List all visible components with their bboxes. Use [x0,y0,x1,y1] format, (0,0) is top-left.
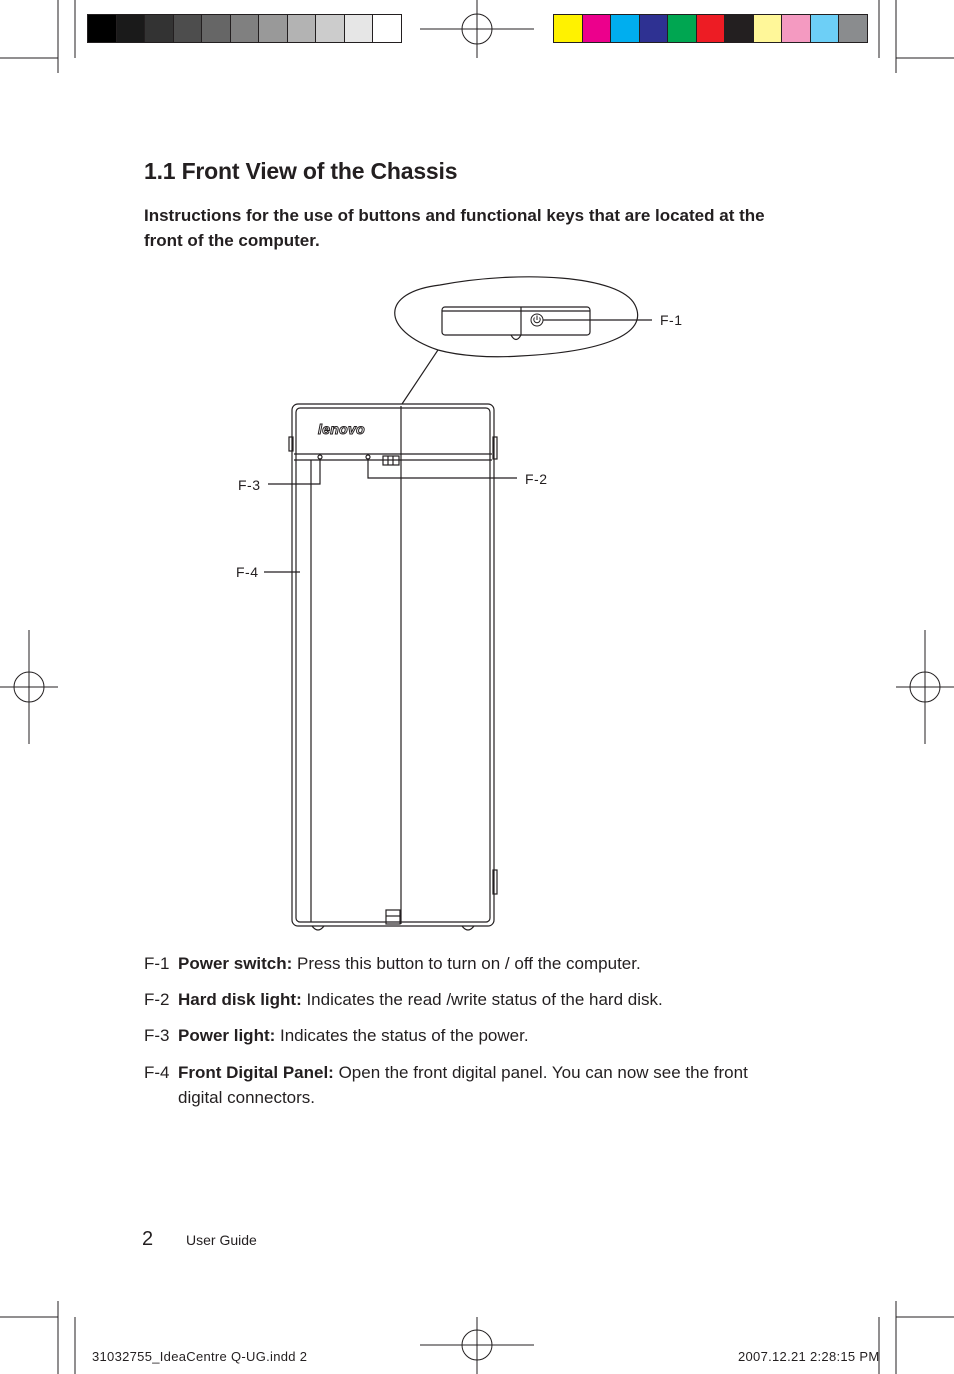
description-code: F-2 [144,990,170,1009]
slug-timestamp: 2007.12.21 2:28:15 PM [738,1349,880,1364]
description-f2 [144,987,784,1012]
description-label: Power switch: [178,954,293,973]
zoom-bubble [395,277,638,404]
description-text: Press this button to turn on / off the computer. [292,954,641,973]
description-code: F-4 [144,1063,170,1082]
callout-f2: F-2 [525,471,548,487]
slug-filename: 31032755_IdeaCentre Q-UG.indd 2 [92,1349,308,1364]
description-label: Front Digital Panel: [178,1063,334,1082]
description-text: Indicates the read /write status of the hard disk. [301,990,663,1009]
description-f1 [144,951,784,976]
description-text: Open the front digital panel. You can now see the front [333,1063,748,1082]
tower-body [292,404,494,926]
description-code: F-1 [144,954,170,973]
callout-f1: F-1 [660,312,683,328]
description-text: Indicates the status of the power. [275,1026,529,1045]
lenovo-logo: lenovo [318,421,365,437]
description-continuation: digital connectors. [178,1088,316,1107]
description-label: Power light: [178,1026,276,1045]
footer-guide-label: User Guide [186,1232,257,1248]
power-icon [531,314,543,326]
description-code: F-3 [144,1026,170,1045]
description-f3 [144,1023,784,1048]
description-label: Hard disk light: [178,990,302,1009]
callout-f4: F-4 [236,564,259,580]
description-f4 [144,1060,784,1110]
page-number: 2 [142,1228,154,1250]
intro-text: Instructions for the use of buttons and functional keys that are located at the front of the computer. [144,206,765,250]
callout-f3: F-3 [238,477,261,493]
section-title: 1.1 Front View of the Chassis [144,158,458,184]
